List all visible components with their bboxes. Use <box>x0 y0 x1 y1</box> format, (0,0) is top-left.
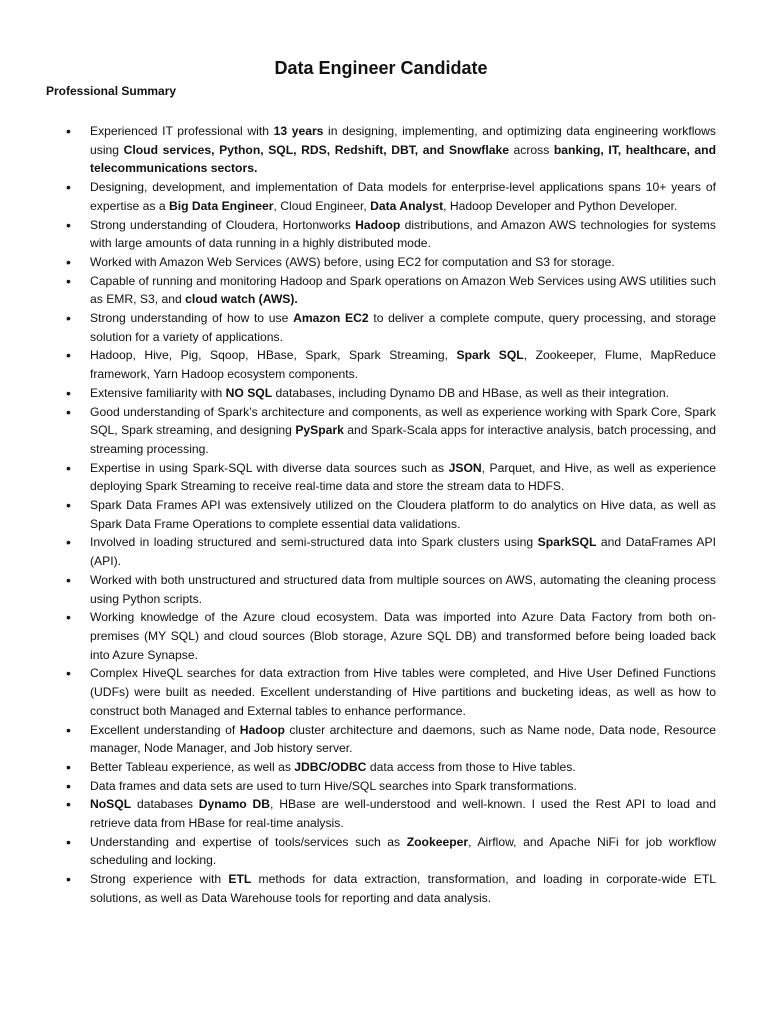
bullet-text: Better Tableau experience, as well as <box>90 759 295 774</box>
bullet-bold-text: Amazon EC2 <box>293 311 369 326</box>
summary-bullet <box>90 496 716 533</box>
summary-bullet <box>90 795 716 832</box>
bullet-text: Extensive familiarity with <box>90 385 226 400</box>
summary-bullet <box>90 833 716 870</box>
bullet-text: Designing, development, and implementation of Data models for enterprise-level applications spans 10+ years of expertise as a <box>90 180 716 213</box>
summary-bullet <box>90 608 716 664</box>
bullet-text: Strong understanding of how to use <box>90 311 294 326</box>
summary-bullet <box>90 459 716 496</box>
bullet-text: Worked with both unstructured and structured data from multiple sources on AWS, automating the cleaning process using Python scripts. <box>90 572 716 606</box>
summary-bullet <box>90 721 716 758</box>
bullet-text: Hadoop, Hive, Pig, Sqoop, HBase, Spark, Spark Streaming, <box>90 348 457 363</box>
bullet-text: Strong experience with <box>90 872 229 887</box>
summary-bullet <box>90 403 716 459</box>
bullet-text: Understanding and expertise of tools/services such as <box>90 834 407 849</box>
bullet-bold-text: JDBC/ODBC <box>294 759 367 774</box>
bullet-text: in designing, implementing, and optimizing data engineering workflows using <box>90 124 717 157</box>
bullet-bold-text: Zookeeper <box>406 834 469 849</box>
bullet-text: Complex HiveQL searches for data extraction from Hive tables were completed, and Hive User Defined Functions (UDFs) were built as needed. Excellent understanding of Hive partitions and bucketing ideas, as well as how to construct both Managed and External tables to enhance performance. <box>90 666 716 718</box>
bullet-text: Working knowledge of the Azure cloud ecosystem. Data was imported into Azure Data Factory from both on-premises (MY SQL) and cloud sources (Blob storage, Azure SQL DB) and transformed before being loaded back into Azure Synapse. <box>90 610 716 662</box>
bullet-bold-text: Spark SQL <box>456 348 524 363</box>
professional-summary-list <box>90 122 716 908</box>
bullet-text: databases <box>131 797 199 812</box>
summary-bullet <box>90 272 716 309</box>
summary-bullet <box>90 216 716 253</box>
summary-bullet <box>90 384 716 403</box>
summary-bullet <box>90 253 716 272</box>
bullet-text: Excellent understanding of <box>90 722 240 737</box>
bullet-bold-text: SparkSQL <box>537 535 597 550</box>
bullet-bold-text: Hadoop <box>355 217 401 232</box>
bullet-bold-text: cloud watch (AWS). <box>185 292 298 307</box>
summary-bullet <box>90 571 716 608</box>
bullet-bold-text: Hadoop <box>239 722 285 737</box>
bullet-bold-text: JSON <box>448 460 482 475</box>
bullet-text: to deliver a complete compute, query processing, and storage solution for a variety of applications. <box>90 311 717 344</box>
bullet-text: cluster architecture and daemons, such as Name node, Data node, Resource manager, Node Manager, and Job history server. <box>90 722 716 756</box>
bullet-text: Capable of running and monitoring Hadoop and Spark operations on Amazon Web Services using AWS utilities such as EMR, S3, and <box>90 273 716 307</box>
bullet-text: , Parquet, and Hive, as well as experience deploying Spark Streaming to receive real-time data and store the stream data to HDFS. <box>90 460 716 494</box>
bullet-text: methods for data extraction, transformation, and loading in corporate-wide ETL solutions, as well as Data Warehouse tools for reporting and data analysis. <box>90 872 717 905</box>
summary-bullet <box>90 309 716 346</box>
section-heading-professional-summary: Professional Summary <box>46 84 177 98</box>
bullet-bold-text: banking, IT, healthcare, and telecommunications sectors. <box>90 142 716 176</box>
bullet-bold-text: Dynamo DB <box>198 797 271 812</box>
bullet-text: Experienced IT professional with <box>90 124 274 138</box>
bullet-text: Involved in loading structured and semi-structured data into Spark clusters using <box>90 535 538 550</box>
bullet-text: and DataFrames API (API). <box>90 535 716 569</box>
summary-bullet <box>90 758 716 777</box>
summary-bullet <box>90 533 716 570</box>
bullet-text: and Spark-Scala apps for interactive analysis, batch processing, and streaming processing. <box>90 423 716 456</box>
bullet-text: Data frames and data sets are used to turn Hive/SQL searches into Spark transformations. <box>90 778 577 793</box>
bullet-bold-text: Data Analyst <box>370 198 444 213</box>
bullet-text: across <box>508 142 554 157</box>
bullet-bold-text: NoSQL <box>90 797 132 812</box>
bullet-text: Worked with Amazon Web Services (AWS) before, using EC2 for computation and S3 for storage. <box>90 254 615 269</box>
bullet-text: , HBase are well-understood and well-known. I used the Rest API to load and retrieve data from HBase for real-time analysis. <box>90 797 716 831</box>
bullet-bold-text: NO SQL <box>225 385 273 400</box>
bullet-text: Good understanding of Spark’s architecture and components, as well as experience working with Spark Core, Spark SQL, Spark streaming, and designing <box>90 404 716 438</box>
bullet-bold-text: PySpark <box>295 423 344 438</box>
document-title: Data Engineer Candidate <box>274 58 488 78</box>
summary-bullet <box>90 664 716 720</box>
bullet-text: Strong understanding of Cloudera, Hortonworks <box>90 217 356 232</box>
bullet-text: distributions, and Amazon AWS technologies for systems with large amounts of data running in a highly distributed mode. <box>90 217 716 251</box>
bullet-text: , Airflow, and Apache NiFi for job workflow scheduling and locking. <box>90 834 716 868</box>
summary-bullet <box>90 346 716 383</box>
bullet-bold-text: 13 years <box>273 124 324 138</box>
bullet-text: , Cloud Engineer, <box>273 198 371 213</box>
bullet-text: Expertise in using Spark-SQL with diverse data sources such as <box>90 460 449 475</box>
bullet-text: , Hadoop Developer and Python Developer. <box>443 198 678 213</box>
bullet-bold-text: Cloud services, Python, SQL, RDS, Redshift, DBT, and Snowflake <box>123 142 509 157</box>
bullet-bold-text: Big Data Engineer <box>168 198 274 213</box>
bullet-bold-text: ETL <box>228 872 252 887</box>
bullet-text: , Zookeeper, Flume, MapReduce framework, Yarn Hadoop ecosystem components. <box>90 348 716 382</box>
bullet-text: databases, including Dynamo DB and HBase, as well as their integration. <box>272 385 669 400</box>
summary-bullet <box>90 777 716 796</box>
bullet-text: data access from those to Hive tables. <box>366 759 576 774</box>
summary-bullet <box>90 870 716 907</box>
summary-bullet <box>90 122 716 178</box>
bullet-text: Spark Data Frames API was extensively utilized on the Cloudera platform to do analytics on Hive data, as well as Spark Data Frame Operations to complete essential data validations. <box>90 498 716 531</box>
summary-bullet <box>90 178 716 215</box>
